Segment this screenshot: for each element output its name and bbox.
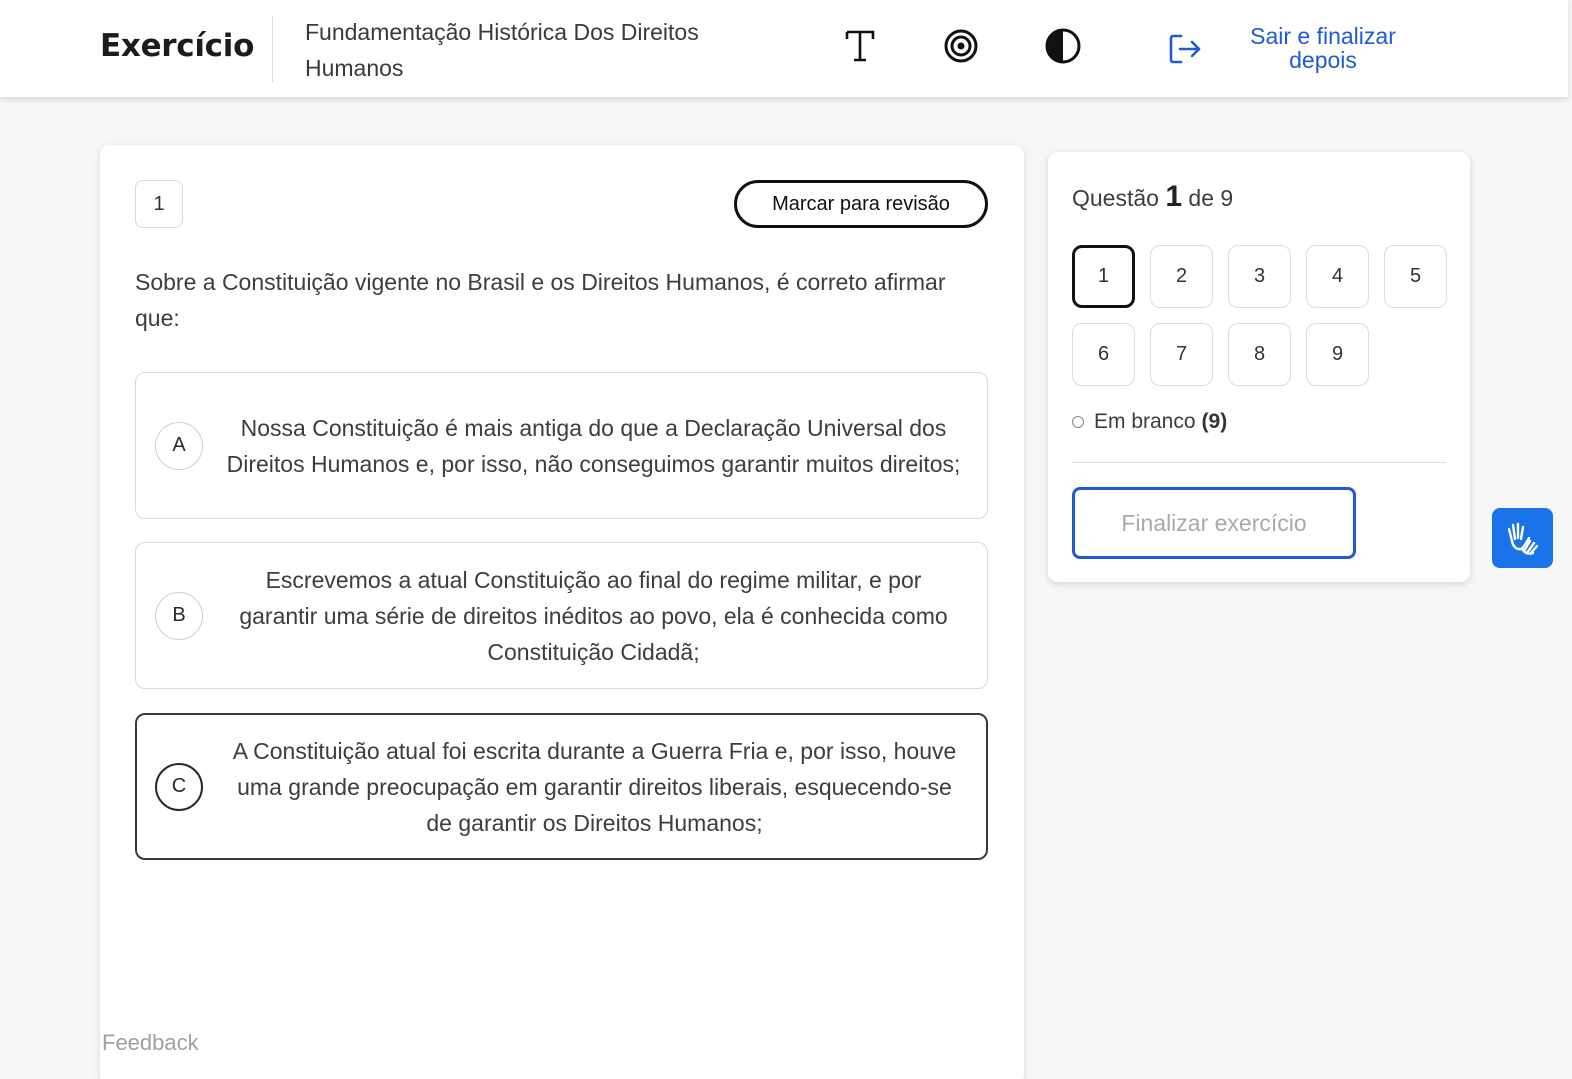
option-letter: A [155,422,203,470]
contrast-button[interactable] [1043,24,1083,68]
app-title: Exercício [100,28,255,64]
question-navigator [1048,152,1470,582]
answer-option-b[interactable] [135,542,988,689]
question-nav-button[interactable]: 8 [1228,323,1291,386]
question-nav-button[interactable]: 2 [1150,245,1213,308]
question-counter [1072,180,1233,214]
option-text: A Constituição atual foi escrita durante a Guerra Fria e, por isso, houve uma grande preocupação em garantir direitos liberais, esquecendo-se de garantir os Direitos Humanos; [232,737,957,836]
blank-legend [1072,410,1227,434]
question-statement: Sobre a Constituição vigente no Brasil e os Direitos Humanos, é correto afirmar que: [135,269,946,331]
question-nav-button[interactable]: 1 [1072,245,1135,308]
question-nav-button[interactable]: 9 [1306,323,1369,386]
contrast-icon [1044,27,1082,65]
mark-for-review-button[interactable]: Marcar para revisão [734,180,988,228]
question-nav-button[interactable]: 6 [1072,323,1135,386]
feedback-link[interactable]: Feedback [102,1030,199,1055]
option-letter: C [155,763,203,811]
question-nav-button[interactable]: 4 [1306,245,1369,308]
question-nav-button[interactable]: 7 [1150,323,1213,386]
question-nav-button[interactable]: 5 [1384,245,1447,308]
sign-language-button[interactable] [1492,508,1553,568]
text-size-icon [843,28,877,64]
sign-language-icon [1504,519,1542,557]
counter-current: 1 [1165,180,1183,213]
answer-option-c[interactable] [135,713,988,860]
question-card [100,145,1024,1079]
panel-divider [1072,462,1446,463]
target-icon [943,28,979,64]
header-divider [272,16,273,82]
legend-count: (9) [1201,410,1228,433]
counter-prefix: Questão [1072,185,1159,211]
text-size-button[interactable] [840,24,880,68]
top-bar [0,0,1568,97]
legend-label: Em branco [1094,410,1196,433]
answer-option-a[interactable] [135,372,988,519]
counter-suffix: de 9 [1188,185,1234,211]
exit-and-finish-later-link[interactable]: Sair e finalizar depois [1250,23,1396,73]
focus-button[interactable] [941,24,981,68]
question-nav-button[interactable]: 3 [1228,245,1291,308]
question-number-badge: 1 [135,180,183,228]
option-text: Nossa Constituição é mais antiga do que a Declaração Universal dos Direitos Humanos e, por isso, não conseguimos garantir muitos direitos; [226,414,961,477]
option-text: Escrevemos a atual Constituição ao final do regime militar, e por garantir uma série de direitos inéditos ao povo, ela é conhecida como Constituição Cidadã; [239,566,948,665]
blank-status-icon [1072,416,1084,428]
finish-exercise-button[interactable]: Finalizar exercício [1072,487,1356,559]
option-letter: B [155,592,203,640]
exercise-subject: Fundamentação Histórica Dos Direitos Humanos [305,19,699,81]
exit-icon[interactable] [1166,30,1204,68]
